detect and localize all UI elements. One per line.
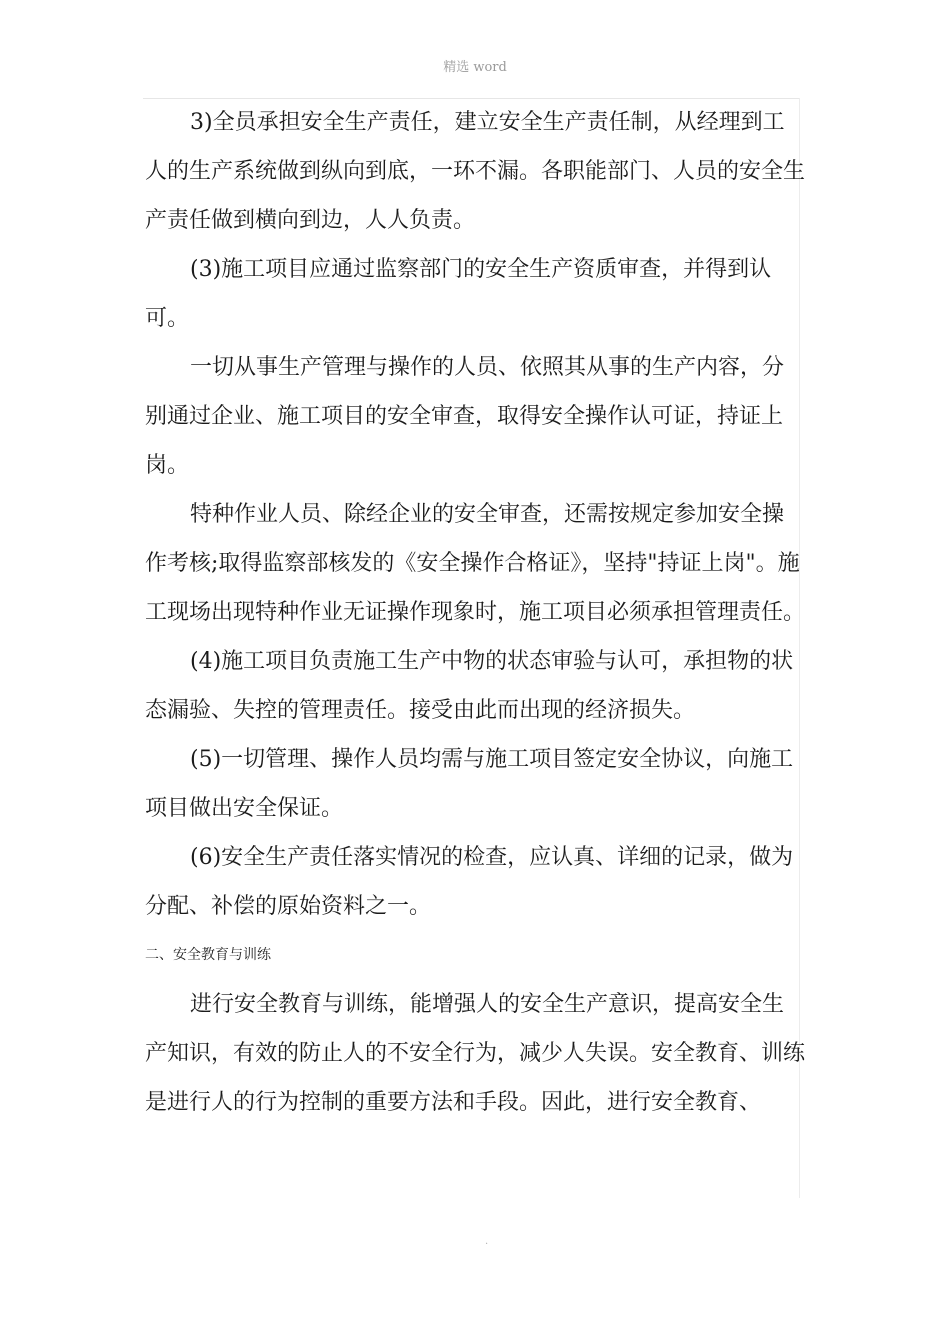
paragraph-special-operations: 特种作业人员、除经企业的安全审查，还需按规定参加安全操作考核;取得监察部核发的《安全操作合格证》，坚持"持证上岗"。施工现场出现特种作业无证操作现象时，施工项目必须承担管理责任。	[145, 502, 806, 625]
document-body	[145, 98, 805, 1127]
paragraph-item-5: (5)一切管理、操作人员均需与施工项目签定安全协议，向施工项目做出安全保证。	[145, 747, 794, 821]
paragraph-education-training: 进行安全教育与训练，能增强人的安全生产意识，提高安全生产知识，有效的防止人的不安全行为，减少人失误。安全教育、训练是进行人的行为控制的重要方法和手段。因此，进行安全教育、	[145, 992, 806, 1115]
paragraph-item-3: (3)施工项目应通过监察部门的安全生产资质审查，并得到认可。	[145, 257, 772, 331]
paragraph-safety-review: 一切从事生产管理与操作的人员、依照其从事的生产内容，分别通过企业、施工项目的安全审查，取得安全操作认可证，持证上岗。	[145, 355, 785, 478]
section-heading: 二、安全教育与训练	[145, 947, 271, 963]
paragraph-item-6: (6)安全生产责任落实情况的检查，应认真、详细的记录，做为分配、补偿的原始资料之一。	[145, 845, 794, 919]
header-watermark: 精选 word	[443, 60, 507, 75]
paragraph-item-4: (4)施工项目负责施工生产中物的状态审验与认可，承担物的状态漏验、失控的管理责任。接受由此而出现的经济损失。	[145, 649, 794, 723]
paragraph-responsibility-system: 3)全员承担安全生产责任，建立安全生产责任制，从经理到工人的生产系统做到纵向到底，一环不漏。各职能部门、人员的安全生产责任做到横向到边，人人负责。	[145, 110, 806, 233]
footer-mark: .	[485, 1236, 489, 1247]
